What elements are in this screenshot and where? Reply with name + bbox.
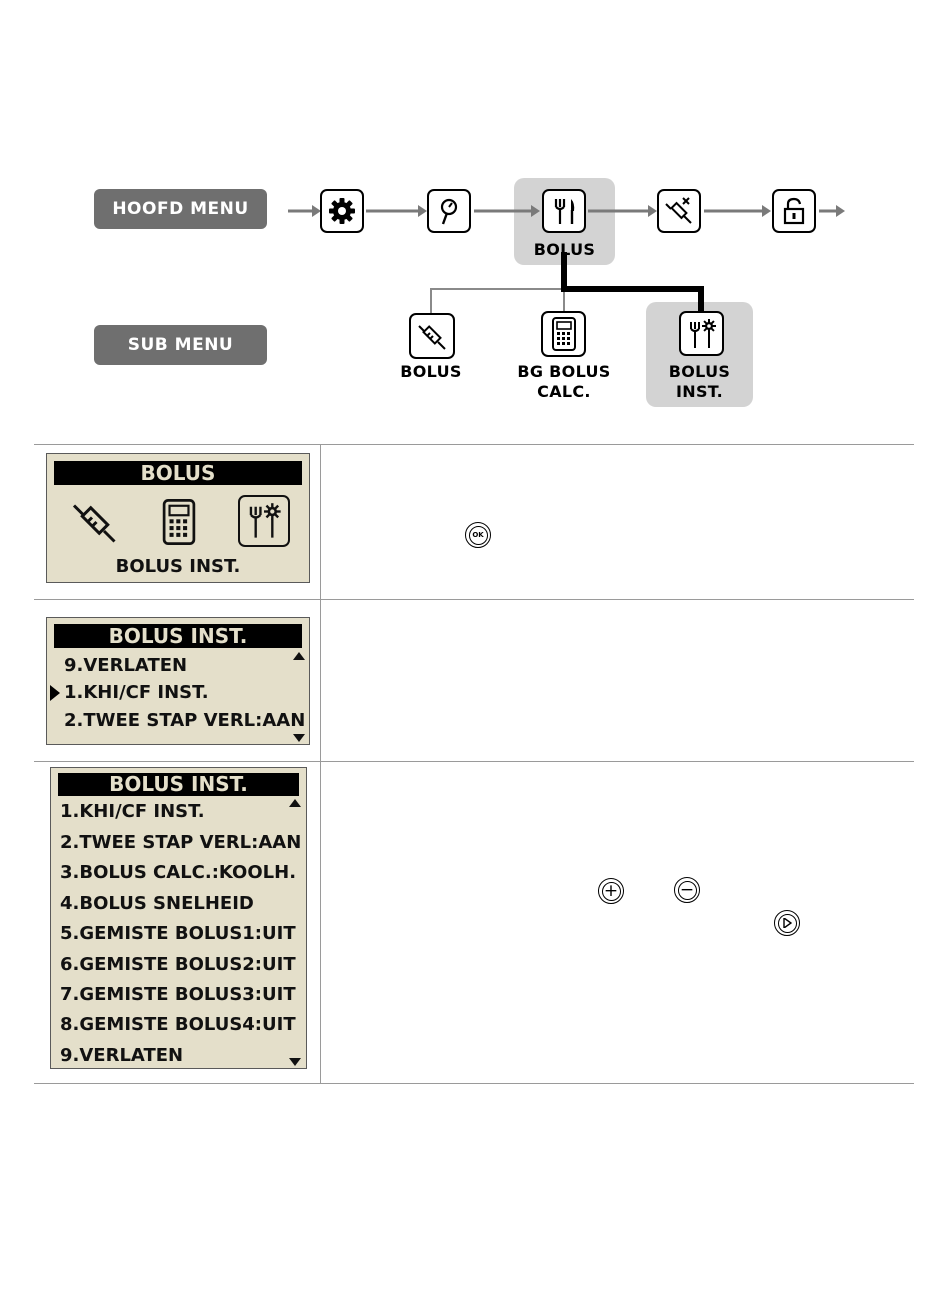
menu-line: 4.BOLUS SNELHEID	[60, 893, 254, 914]
scroll-down-icon	[289, 1058, 301, 1066]
screen-caption: BOLUS INST.	[115, 556, 241, 577]
next-button-icon	[774, 910, 800, 936]
table-column-divider	[320, 444, 321, 1084]
menu-line: 3.BOLUS CALC.:KOOLH.	[60, 862, 297, 883]
screen-title: BOLUS INST.	[54, 624, 302, 648]
table-rule	[34, 761, 914, 762]
unlock-icon	[772, 189, 816, 233]
lcd-screen-bolus	[46, 453, 310, 583]
menu-line: 2.TWEE STAP VERL:AAN	[64, 710, 306, 731]
sub-caption-bolus: BOLUS	[400, 362, 462, 381]
minus-button-icon: −	[674, 877, 700, 903]
menu-line: 7.GEMISTE BOLUS3:UIT	[60, 984, 296, 1005]
lcd-screen-bolus-inst	[46, 617, 310, 745]
sub-menu-label: SUB MENU	[94, 325, 267, 365]
menu-line: 9.VERLATEN	[60, 1045, 184, 1066]
menu-line: 5.GEMISTE BOLUS1:UIT	[60, 923, 296, 944]
syringe-icon	[71, 498, 119, 546]
syringe-cancel-icon	[657, 189, 701, 233]
calculator-icon	[541, 311, 586, 357]
ok-button-icon: OK	[465, 522, 491, 548]
fork-gear-icon	[679, 311, 724, 356]
fork-gear-icon	[238, 495, 290, 547]
main-selected-caption: BOLUS	[533, 240, 596, 259]
table-rule	[34, 1083, 914, 1084]
scroll-up-icon	[293, 652, 305, 660]
screen-title: BOLUS INST.	[58, 773, 299, 796]
fork-knife-icon	[542, 189, 586, 233]
plus-button-icon: +	[598, 878, 624, 904]
sub-caption-bg-bolus-calc: BG BOLUS CALC.	[517, 362, 611, 401]
main-menu-label: HOOFD MENU	[94, 189, 267, 229]
table-rule	[34, 599, 914, 600]
menu-line: 9.VERLATEN	[64, 655, 188, 676]
scroll-up-icon	[289, 799, 301, 807]
table-rule	[34, 444, 914, 445]
selection-cursor-icon	[50, 685, 60, 701]
lcd-screen-bolus-inst-list	[50, 767, 307, 1069]
sub-caption-bolus-inst: BOLUS INST.	[668, 362, 731, 401]
menu-line: 2.TWEE STAP VERL:AAN	[60, 832, 302, 853]
scroll-down-icon	[293, 734, 305, 742]
menu-line: 1.KHI/CF INST.	[60, 801, 205, 822]
calculator-icon	[161, 499, 197, 545]
menu-line: 6.GEMISTE BOLUS2:UIT	[60, 954, 296, 975]
screen-title: BOLUS	[54, 461, 302, 485]
syringe-icon	[409, 313, 455, 359]
menu-line-selected: 1.KHI/CF INST.	[64, 682, 209, 703]
pin-icon	[427, 189, 471, 233]
gear-icon	[320, 189, 364, 233]
menu-line: 8.GEMISTE BOLUS4:UIT	[60, 1014, 296, 1035]
